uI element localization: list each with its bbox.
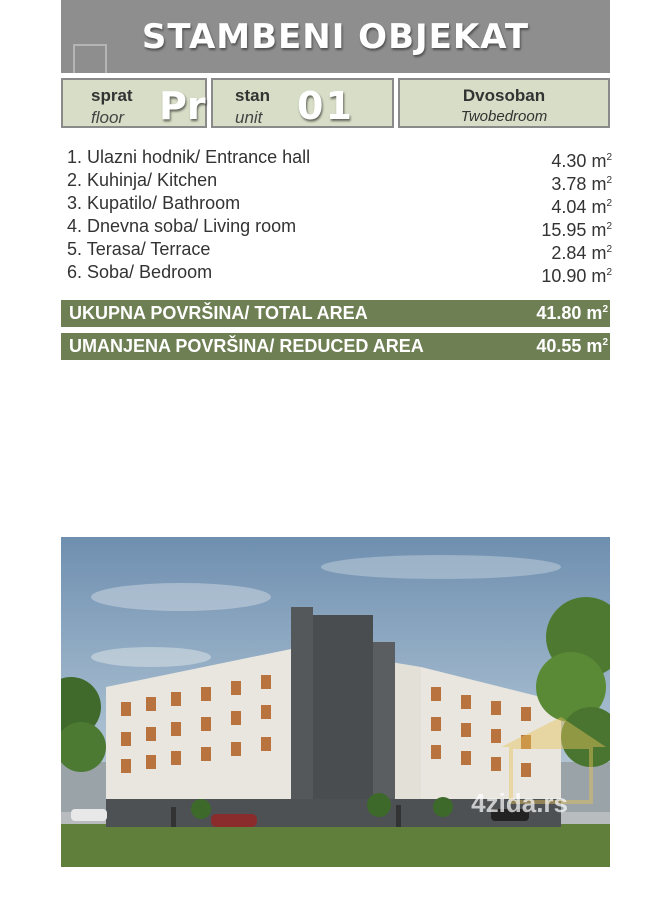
building-render-image [61,537,610,867]
unit-value: 01 [297,84,354,128]
room-row [67,192,612,215]
room-area: 15.95 $m^2$ [541,220,612,240]
floor-sublabel: floor [91,108,125,127]
unit-label: stan [235,86,270,105]
reduced-area-value: 40.55 $m^2$ [536,336,608,356]
page-title: STAMBENI OBJEKAT [141,16,530,57]
floor-value: Pr [159,84,206,128]
unit-sublabel: unit [235,108,263,127]
room-row [67,169,612,192]
room-area: 10.90 $m^2$ [541,266,612,286]
reduced-area-label: UMANJENA POVRŠINA/ REDUCED AREA [69,336,424,356]
reduced-area-bar [61,333,610,360]
room-area: 2.84 $m^2$ [551,243,612,263]
room-area: 4.04 $m^2$ [551,197,612,217]
room-name: 3. Kupatilo/ Bathroom [67,193,241,213]
total-area-bar [61,300,610,327]
room-name: 6. Soba/ Bedroom [67,262,213,282]
room-row [67,215,612,238]
unit-cell [211,78,394,128]
title-banner [61,0,610,73]
total-area-label: UKUPNA POVRŠINA/ TOTAL AREA [69,303,368,323]
room-name: 4. Dnevna soba/ Living room [67,216,297,236]
room-list [67,146,612,284]
room-area: 4.30 $m^2$ [551,151,612,171]
room-row [67,261,612,284]
apartment-type-label: Dvosoban [462,86,546,105]
floor-label: sprat [91,86,133,105]
apartment-type-cell [398,78,610,128]
room-name: 2. Kuhinja/ Kitchen [67,170,218,190]
watermark-text: 4zida.rs [471,788,568,818]
room-name: 5. Terasa/ Terrace [67,239,211,259]
room-name: 1. Ulazni hodnik/ Entrance hall [67,147,311,167]
unit-info-row [61,78,610,132]
room-row [67,146,612,169]
room-area: 3.78 $m^2$ [551,174,612,194]
total-area-value: 41.80 $m^2$ [536,303,608,323]
floor-cell [61,78,207,128]
room-row [67,238,612,261]
logo-mark [73,44,107,78]
apartment-type-sublabel: Twobedroom [460,108,548,125]
